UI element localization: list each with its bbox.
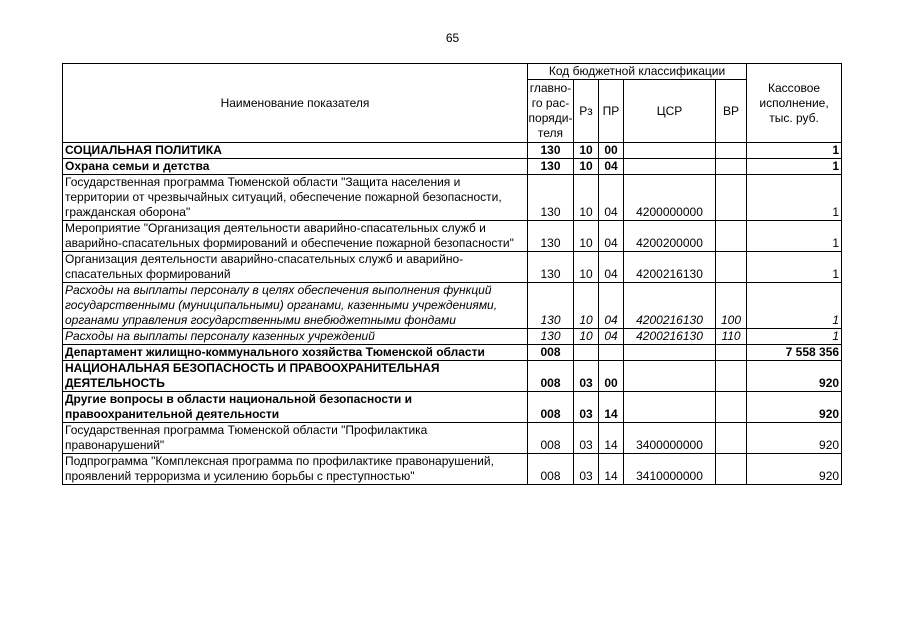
row-name: СОЦИАЛЬНАЯ ПОЛИТИКА [63, 143, 528, 159]
row-pr [599, 345, 624, 361]
row-rz: 10 [574, 252, 599, 283]
row-rz [574, 345, 599, 361]
row-glava: 008 [528, 454, 574, 485]
row-pr: 04 [599, 159, 624, 175]
row-glava: 130 [528, 159, 574, 175]
row-csr: 4200216130 [624, 329, 716, 345]
row-name: Подпрограмма "Комплексная программа по профилактике правонарушений, проявлений терроризма и усилению борьбы с преступностью" [63, 454, 528, 485]
row-pr: 14 [599, 423, 624, 454]
row-rz: 10 [574, 159, 599, 175]
row-vr [716, 392, 747, 423]
page-number: 65 [445, 31, 460, 45]
row-rz: 10 [574, 221, 599, 252]
header-code-group: Код бюджетной классификации [528, 64, 747, 80]
row-amount: 920 [747, 392, 842, 423]
header-name: Наименование показателя [63, 64, 528, 143]
row-amount: 920 [747, 361, 842, 392]
row-amount: 1 [747, 283, 842, 329]
row-pr: 04 [599, 329, 624, 345]
row-name: Департамент жилищно-коммунального хозяйства Тюменской области [63, 345, 528, 361]
row-glava: 130 [528, 221, 574, 252]
row-pr: 14 [599, 454, 624, 485]
row-glava: 008 [528, 345, 574, 361]
row-amount: 920 [747, 454, 842, 485]
header-glava: главно-го рас-поряди-теля [528, 80, 574, 143]
row-csr [624, 159, 716, 175]
row-amount: 1 [747, 143, 842, 159]
row-glava: 008 [528, 423, 574, 454]
row-glava: 008 [528, 361, 574, 392]
row-rz: 10 [574, 175, 599, 221]
row-name: Расходы на выплаты персоналу казенных учреждений [63, 329, 528, 345]
row-amount: 1 [747, 159, 842, 175]
budget-table [62, 63, 842, 485]
table-row [63, 454, 842, 485]
row-name: Другие вопросы в области национальной безопасности и правоохранительной деятельности [63, 392, 528, 423]
row-amount: 1 [747, 221, 842, 252]
row-pr: 04 [599, 175, 624, 221]
row-amount: 1 [747, 329, 842, 345]
row-vr [716, 252, 747, 283]
row-vr: 100 [716, 283, 747, 329]
row-vr: 110 [716, 329, 747, 345]
table-row [63, 283, 842, 329]
row-glava: 130 [528, 175, 574, 221]
row-csr [624, 392, 716, 423]
row-pr: 04 [599, 252, 624, 283]
row-pr: 04 [599, 221, 624, 252]
table-row [63, 361, 842, 392]
row-csr: 4200216130 [624, 252, 716, 283]
table-row [63, 252, 842, 283]
row-rz: 03 [574, 423, 599, 454]
row-pr: 00 [599, 143, 624, 159]
table-row [63, 175, 842, 221]
row-vr [716, 159, 747, 175]
row-csr [624, 361, 716, 392]
row-name: Организация деятельности аварийно-спасательных служб и аварийно-спасательных формирований [63, 252, 528, 283]
row-vr [716, 361, 747, 392]
table-row [63, 392, 842, 423]
row-glava: 130 [528, 252, 574, 283]
row-glava: 130 [528, 329, 574, 345]
row-vr [716, 221, 747, 252]
row-name: Государственная программа Тюменской области "Профилактика правонарушений" [63, 423, 528, 454]
header-amount: Кассовое исполнение, тыс. руб. [747, 64, 842, 143]
row-csr: 3400000000 [624, 423, 716, 454]
row-name: Охрана семьи и детства [63, 159, 528, 175]
row-rz: 03 [574, 392, 599, 423]
row-csr: 4200200000 [624, 221, 716, 252]
row-glava: 130 [528, 143, 574, 159]
row-rz: 10 [574, 283, 599, 329]
row-amount: 1 [747, 175, 842, 221]
row-pr: 04 [599, 283, 624, 329]
row-csr [624, 345, 716, 361]
row-amount: 1 [747, 252, 842, 283]
row-name: Расходы на выплаты персоналу в целях обеспечения выполнения функций государственными (муниципальными) органами, казенными учреждениями, органами управления государственными внебюджетными фондами [63, 283, 528, 329]
row-rz: 10 [574, 329, 599, 345]
header-vr: ВР [716, 80, 747, 143]
row-vr [716, 423, 747, 454]
row-vr [716, 175, 747, 221]
row-pr: 14 [599, 392, 624, 423]
row-name: НАЦИОНАЛЬНАЯ БЕЗОПАСНОСТЬ И ПРАВООХРАНИТЕЛЬНАЯ ДЕЯТЕЛЬНОСТЬ [63, 361, 528, 392]
table-row [63, 143, 842, 159]
row-glava: 130 [528, 283, 574, 329]
row-csr: 4200216130 [624, 283, 716, 329]
header-rz: Рз [574, 80, 599, 143]
row-name: Государственная программа Тюменской области "Защита населения и территории от чрезвычайных ситуаций, обеспечение пожарной безопасности, гражданская оборона" [63, 175, 528, 221]
row-amount: 920 [747, 423, 842, 454]
row-rz: 03 [574, 454, 599, 485]
row-glava: 008 [528, 392, 574, 423]
table-row [63, 423, 842, 454]
row-vr [716, 345, 747, 361]
row-amount: 7 558 356 [747, 345, 842, 361]
row-name: Мероприятие "Организация деятельности аварийно-спасательных служб и аварийно-спасательных формирований и обеспечение пожарной безопасности" [63, 221, 528, 252]
row-csr: 3410000000 [624, 454, 716, 485]
table-row [63, 159, 842, 175]
header-csr: ЦСР [624, 80, 716, 143]
table-row [63, 221, 842, 252]
row-pr: 00 [599, 361, 624, 392]
row-rz: 03 [574, 361, 599, 392]
row-rz: 10 [574, 143, 599, 159]
header-pr: ПР [599, 80, 624, 143]
row-csr: 4200000000 [624, 175, 716, 221]
table-row [63, 345, 842, 361]
row-csr [624, 143, 716, 159]
row-vr [716, 143, 747, 159]
table-row [63, 329, 842, 345]
row-vr [716, 454, 747, 485]
